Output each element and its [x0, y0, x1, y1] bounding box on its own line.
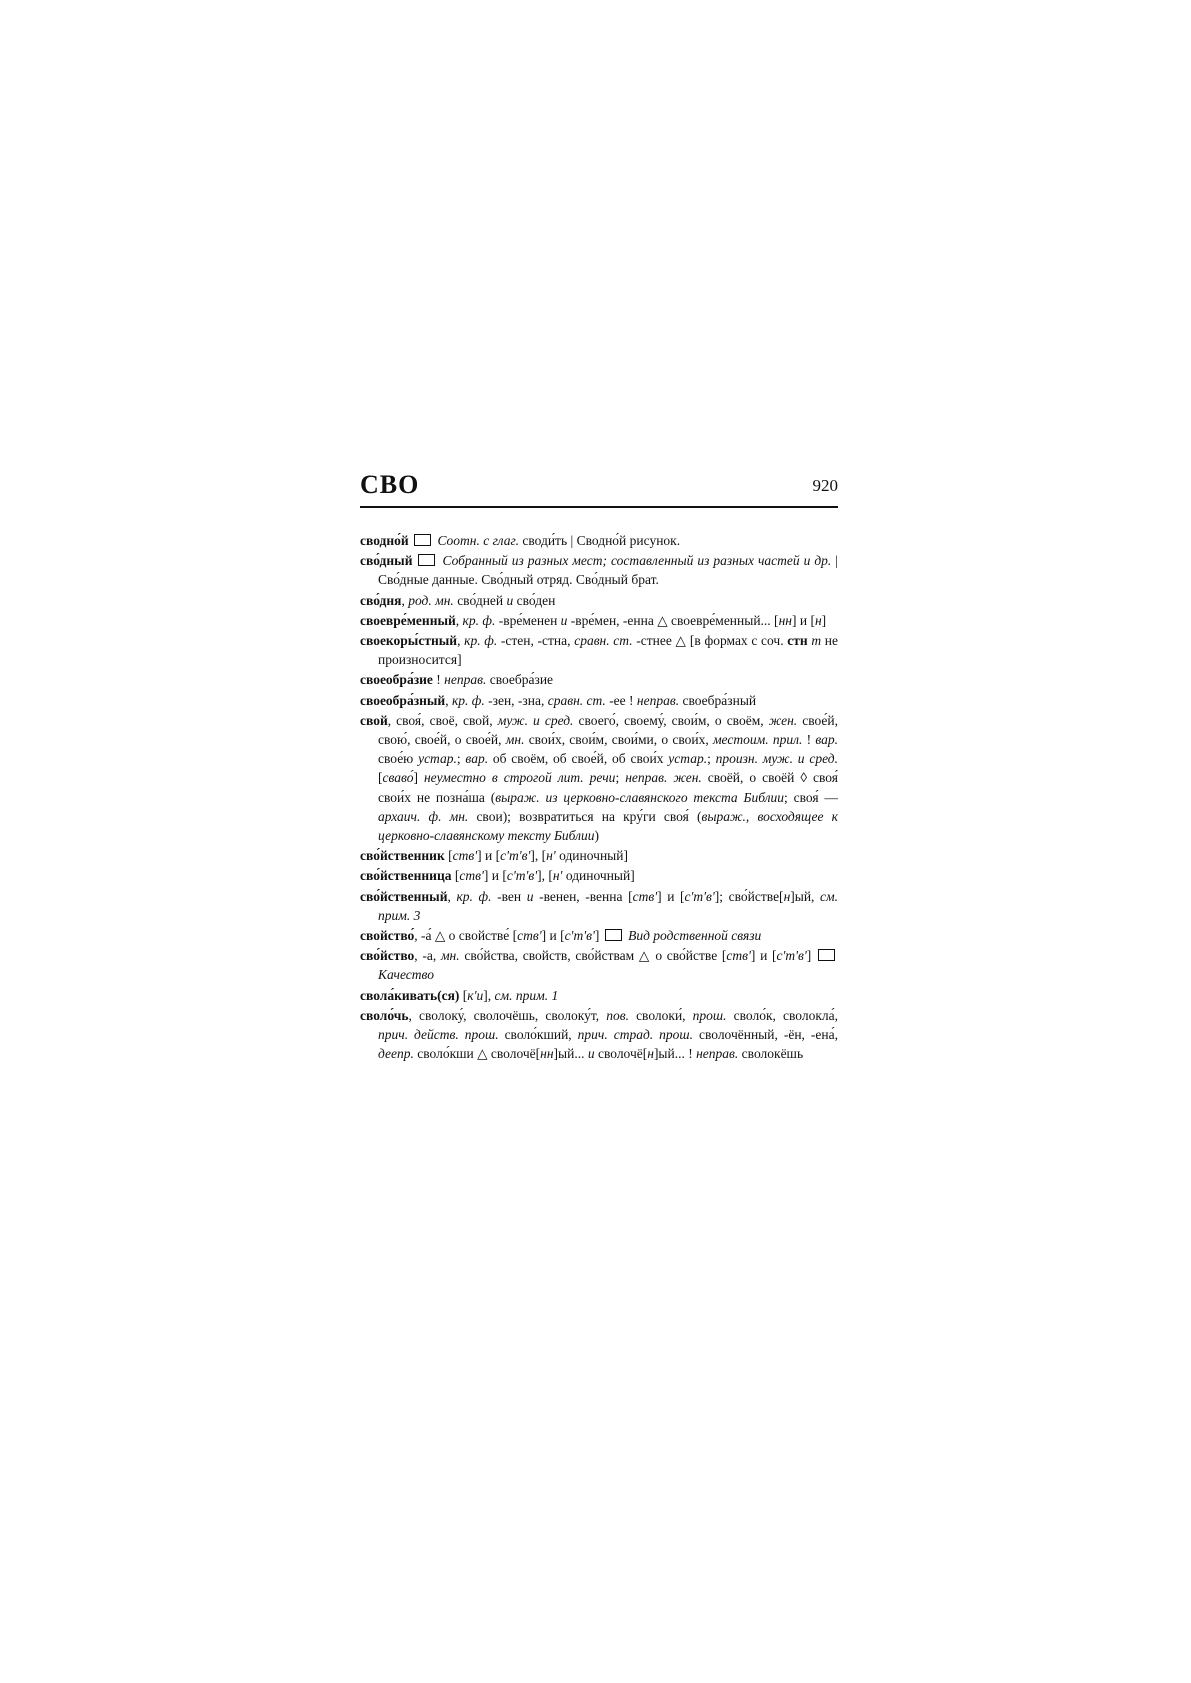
entry-text: )	[594, 828, 600, 844]
entry-label-italic: Вид родственной связи	[624, 928, 762, 944]
entry-label-italic: Соотн. с глаг.	[434, 533, 523, 548]
entry-text: ]	[413, 770, 424, 786]
entry-label-italic: с'т'в'	[776, 948, 807, 964]
entry-headword: сво́йственный	[360, 888, 448, 904]
entry-label-italic: местоим. прил.	[712, 732, 803, 748]
entry-text: [	[378, 770, 383, 786]
entry-label-italic: и	[560, 612, 568, 628]
entry-label-italic: см. прим. 3	[378, 888, 839, 923]
definition-box-icon	[818, 949, 835, 961]
dictionary-entry	[360, 591, 838, 610]
entry-headword: сводно́й	[360, 533, 409, 548]
entry-text	[409, 533, 412, 548]
entry-headword: сво́йственница	[360, 868, 452, 884]
entry-label-italic: пов.	[606, 1007, 629, 1023]
entry-label-italic: см. прим. 1	[494, 987, 559, 1003]
entry-text: -ее !	[605, 692, 637, 708]
entry-text: , сволоку́, сволочёшь, сволоку́т,	[408, 1007, 607, 1023]
entry-label-italic: Собранный из разных мест; составленный из разных частей и др.	[438, 553, 832, 569]
dictionary-entry	[360, 611, 838, 630]
dictionary-entry	[360, 711, 838, 845]
entry-headword: сво́дный	[360, 553, 413, 569]
entry-label-italic: Качество	[378, 967, 434, 983]
entry-label-italic: неправ.	[444, 672, 487, 688]
entry-text: одиночный]	[562, 868, 635, 884]
entry-label-italic: ств'	[452, 848, 478, 864]
entry-text: , своя́, своё, свой,	[387, 712, 498, 728]
entry-label-italic: прич. страд. прош.	[577, 1027, 693, 1043]
entry-text: ] и [	[541, 928, 565, 944]
entry-label-italic: архаич. ф. мн.	[378, 808, 469, 824]
entry-label-italic: мн.	[505, 732, 525, 748]
entry-label-italic: прич. действ. прош.	[378, 1027, 499, 1043]
entry-label-italic: кр. ф.	[451, 692, 485, 708]
entry-text: ]ый,	[790, 888, 821, 904]
entry-text: сво́ден	[513, 592, 556, 608]
entry-text: своебра́зие	[486, 672, 554, 688]
dictionary-entry	[360, 986, 838, 1005]
entry-text: ;	[615, 770, 626, 786]
entry-label-italic: выраж., восходящее к церковно-славянскому тексту Библии	[378, 808, 838, 844]
entry-text: своёй, о своёй ◊ своя́ свои́х не позна́ша (	[378, 770, 838, 805]
dictionary-entry	[360, 946, 838, 984]
entry-label-italic: мн.	[440, 948, 460, 964]
definition-box-icon	[605, 929, 622, 941]
dictionary-entry	[360, 631, 838, 669]
entry-headword: свола́кивать(ся)	[360, 987, 460, 1003]
entry-text: -вре́менен	[495, 612, 561, 628]
entry-text: свои); возвратиться на кру́ги своя́ (	[468, 808, 702, 824]
entry-text: ,	[447, 888, 457, 904]
entry-text: -венен, -венна [	[533, 888, 633, 904]
entry-text: -зен, -зна,	[484, 692, 548, 708]
entry-text	[412, 553, 416, 568]
dictionary-entry	[360, 691, 838, 710]
entry-label-italic: неправ. жен.	[625, 770, 702, 786]
dictionary-entry	[360, 531, 838, 550]
entry-label-italic: с'т'в'	[506, 868, 538, 884]
entry-label-italic: произн. муж. и сред.	[715, 751, 838, 767]
page-header	[360, 470, 838, 508]
entry-text: ],	[483, 987, 495, 1003]
entry-headword: своекоры́стный	[360, 633, 458, 649]
entry-text: свое́й, свою́, свое́й, о свое́й,	[378, 712, 839, 748]
entry-text: сволочё[	[594, 1046, 648, 1062]
entry-text: ]	[821, 612, 827, 628]
entry-text: -вре́мен, -енна △ своевре́менный... [	[567, 612, 779, 628]
entry-label-italic: нн	[778, 612, 792, 628]
entry-text: !	[432, 672, 445, 688]
entry-text: сво́йства, свойств, сво́йствам △ о сво́йстве [	[459, 948, 727, 964]
entry-label-italic: ств'	[632, 888, 658, 904]
dictionary-entries	[360, 531, 838, 1064]
entry-text: , -а́ △ о свойстве́ [	[414, 928, 518, 944]
entry-headword: сво́йственник	[360, 848, 445, 864]
entry-label-italic: ств'	[517, 928, 542, 944]
dictionary-entry	[360, 846, 838, 865]
entry-text: ;	[707, 751, 716, 767]
entry-label-italic: с'т'в'	[500, 848, 531, 864]
entry-label-italic: неправ.	[696, 1046, 739, 1062]
entry-text: ,	[401, 592, 409, 608]
entry-text: одиночный]	[555, 848, 628, 864]
entry-headword: свой	[360, 712, 388, 728]
entry-text: об своём, об свое́й, об свои́х	[488, 751, 669, 767]
entry-text: ,	[445, 692, 452, 708]
entry-text: [	[459, 987, 468, 1003]
entry-text: своди́ть | Сводно́й рисунок.	[522, 533, 681, 548]
entry-label-italic: кр. ф.	[462, 612, 496, 628]
entry-text: сволочённый, -ён, -ена́,	[692, 1027, 838, 1043]
entry-text: своло́к, сволокла́,	[726, 1007, 838, 1023]
entry-text: сво́дней	[453, 592, 507, 608]
entry-text: !	[802, 732, 816, 748]
entry-label-italic: н'	[552, 868, 563, 884]
entry-text: , -а,	[414, 948, 441, 964]
entry-text: ]	[806, 948, 816, 964]
entry-label-italic: с'т'в'	[564, 928, 595, 944]
entry-text: ] и [	[657, 888, 685, 904]
dictionary-entry	[360, 551, 838, 589]
running-head: СВО	[360, 470, 420, 499]
entry-label-italic: нн	[540, 1046, 554, 1062]
entry-label-italic: выраж. из церковно-славянского текста Библии	[495, 789, 785, 805]
entry-label-italic: устар.	[668, 751, 708, 767]
dictionary-entry	[360, 1006, 838, 1064]
entry-label-italic: т	[811, 633, 822, 649]
entry-label-italic: кр. ф.	[464, 633, 498, 649]
entry-label-italic: ств'	[726, 948, 751, 964]
dictionary-entry	[360, 866, 838, 885]
entry-text: ,	[457, 633, 465, 649]
entry-text: своего́, своему́, свои́м, о своём,	[573, 712, 769, 728]
entry-label-italic: с'т'в'	[684, 888, 715, 904]
entry-label-italic: ств'	[459, 868, 484, 884]
entry-label-italic: н	[783, 888, 791, 904]
entry-label-italic: вар.	[815, 732, 838, 748]
dictionary-entry	[360, 926, 838, 945]
definition-box-icon	[414, 534, 431, 546]
entry-label-italic: и	[587, 1046, 595, 1062]
entry-text: своебра́зный	[679, 692, 757, 708]
entry-label-italic: вар.	[465, 751, 489, 767]
entry-headword: своеобра́зный	[360, 692, 446, 708]
entry-label-italic: неправ.	[636, 692, 680, 708]
definition-box-icon	[418, 554, 435, 566]
entry-text: свое́ю	[378, 751, 419, 767]
entry-headword: сво́дня	[360, 592, 402, 608]
entry-label-italic: сравн. ст.	[574, 633, 633, 649]
entry-text: | Сво́дные данные. Сво́дный отряд. Сво́дный брат.	[378, 553, 839, 588]
entry-text: ] и [	[483, 868, 507, 884]
entry-headword: свойство́	[360, 928, 415, 944]
entry-label-italic: н'	[546, 848, 556, 864]
entry-text: ]; сво́йстве[	[714, 888, 784, 904]
entry-label-italic: муж. и сред.	[497, 712, 574, 728]
entry-label-italic: род. мн.	[408, 592, 454, 608]
entry-text: ] и [	[477, 848, 501, 864]
entry-text: ], [	[530, 848, 547, 864]
entry-text: -вен	[491, 888, 527, 904]
entry-headword: своевре́менный	[360, 612, 456, 628]
entry-text: ] и [	[791, 612, 815, 628]
entry-label-italic: и	[506, 592, 514, 608]
entry-text: сволокёшь	[738, 1046, 804, 1062]
entry-text: -стнее △ [в формах с соч.	[632, 633, 788, 649]
entry-label-italic: сваво́	[382, 770, 414, 786]
entry-text: ]	[594, 928, 603, 944]
entry-text: ] и [	[750, 948, 777, 964]
entry-text: [	[444, 848, 453, 864]
entry-headword: сво́йство	[360, 948, 415, 964]
entry-label-italic: деепр.	[378, 1046, 414, 1062]
entry-text: ]ый... !	[653, 1046, 697, 1062]
entry-text: своло́кший,	[498, 1027, 578, 1043]
entry-label-italic: кр. ф.	[456, 888, 492, 904]
entry-text: ,	[455, 612, 463, 628]
dictionary-entry	[360, 887, 838, 925]
entry-text-bold: стн	[787, 633, 808, 649]
entry-text: своло́кши △ сволочё[	[413, 1046, 541, 1062]
entry-label-italic: и	[526, 888, 534, 904]
entry-text: -стен, -стна,	[497, 633, 575, 649]
entry-label-italic: н	[647, 1046, 654, 1062]
entry-label-italic: жен.	[768, 712, 798, 728]
entry-label-italic: устар.	[418, 751, 457, 767]
entry-label-italic: н	[814, 612, 822, 628]
entry-text: не произносится]	[378, 633, 839, 668]
entry-text: ; своя́ —	[784, 789, 838, 805]
entry-text: ]ый...	[553, 1046, 588, 1062]
entry-label-italic: к'и	[467, 987, 484, 1003]
entry-label-italic: неуместно в строгой лит. речи	[423, 770, 616, 786]
entry-label-italic: сравн. ст.	[547, 692, 606, 708]
page-number: 920	[812, 476, 838, 495]
dictionary-entry	[360, 670, 838, 689]
entry-text: свои́х, свои́м, свои́ми, о свои́х,	[524, 732, 713, 748]
entry-headword: своеобра́зие	[360, 672, 433, 688]
entry-text: [	[451, 868, 460, 884]
entry-label-italic: прош.	[692, 1007, 727, 1023]
entry-headword: своло́чь	[360, 1007, 409, 1023]
entry-text: ;	[456, 751, 466, 767]
entry-text: ], [	[537, 868, 553, 884]
entry-text: сволоки́,	[628, 1007, 693, 1023]
